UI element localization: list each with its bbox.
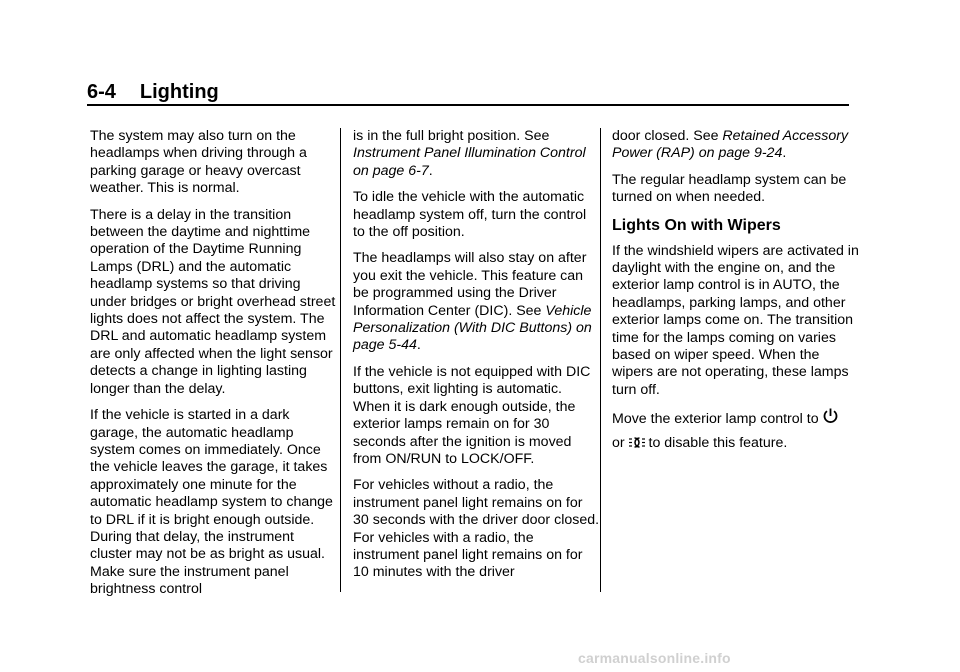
paragraph: The system may also turn on the headlamps when driving through a parking garage or heavy overcast weather. This is normal. — [90, 128, 307, 197]
paragraph: The regular headlamp system can be turned on when needed. — [612, 171, 847, 206]
page-header — [87, 80, 219, 104]
paragraph-text: door closed. See — [612, 128, 723, 144]
column-3 — [612, 128, 860, 465]
cross-reference-link[interactable]: Retained Accessory Power (RAP) on page 9-24 — [612, 128, 849, 162]
paragraph-text: is in the full bright position. See — [353, 128, 550, 144]
section-heading: Lights On with Wipers — [612, 216, 781, 234]
watermark: carmanualsonline.info — [578, 650, 731, 666]
paragraph: To idle the vehicle with the automatic headlamp system off, turn the control to the off position. — [353, 189, 587, 241]
header-rule — [87, 104, 849, 106]
column-2 — [353, 128, 601, 591]
page-title: Lighting — [139, 81, 219, 103]
paragraph: There is a delay in the transition between the daytime and nighttime operation of the Daytime Running Lamps (DRL) and the automatic headlamp systems so that driving under bridges or bright overhead street lights does not affect the system. The DRL and automatic headlamp system are only affected when the light sensor detects a change in lighting lasting longer than the delay. — [90, 206, 336, 397]
paragraph-text: Move the exterior lamp control to — [612, 411, 823, 428]
paragraph — [353, 250, 601, 354]
paragraph — [612, 128, 860, 163]
parking-lamp-icon — [629, 434, 645, 456]
paragraph: If the vehicle is started in a dark garage, the automatic headlamp system comes on immediately. Once the vehicle leaves the garage, it takes approximately one minute for the automatic headlamp system to change to DRL if it is bright enough outside. During that delay, the instrument cluster may not be as bright as usual. Make sure the instrument panel brightness control — [90, 407, 333, 598]
paragraph-text: . — [416, 337, 421, 354]
paragraph — [353, 128, 601, 180]
paragraph-text: . — [428, 162, 433, 179]
paragraph-text: . — [782, 145, 787, 162]
paragraph-text: or — [612, 435, 629, 452]
cross-reference-link[interactable]: Instrument Panel Illumination Control on page 6-7 — [353, 145, 586, 179]
paragraph-text: The headlamps will also stay on after you exit the vehicle. This feature can be programmed using the Driver Information Center (DIC). See — [353, 250, 587, 319]
paragraph-text: to disable this feature. — [644, 435, 788, 452]
power-icon — [823, 408, 838, 432]
paragraph: For vehicles without a radio, the instrument panel light remains on for 30 seconds with the driver door closed. For vehicles with a radio, the instrument panel light remains on for 10 minutes with the driver — [353, 477, 600, 581]
column-divider — [600, 128, 601, 592]
paragraph: If the vehicle is not equipped with DIC buttons, exit lighting is automatic. When it is dark enough outside, the exterior lamps remain on for 30 seconds after the ignition is moved from ON/RUN to LOCK/OFF. — [353, 363, 591, 467]
paragraph: If the windshield wipers are activated in daylight with the engine on, and the exterior lamp control is in AUTO, the headlamps, parking lamps, and other exterior lamps come on. The transition time for the lamps coming on varies based on wiper speed. When the wipers are not operating, these lamps turn off. — [612, 242, 859, 398]
cross-reference-link[interactable]: Vehicle Personalization (With DIC Buttons) on page 5-44 — [353, 302, 592, 354]
page-number: 6-4 — [87, 81, 116, 103]
paragraph — [612, 408, 860, 456]
column-divider — [340, 128, 341, 592]
column-1 — [90, 128, 338, 608]
